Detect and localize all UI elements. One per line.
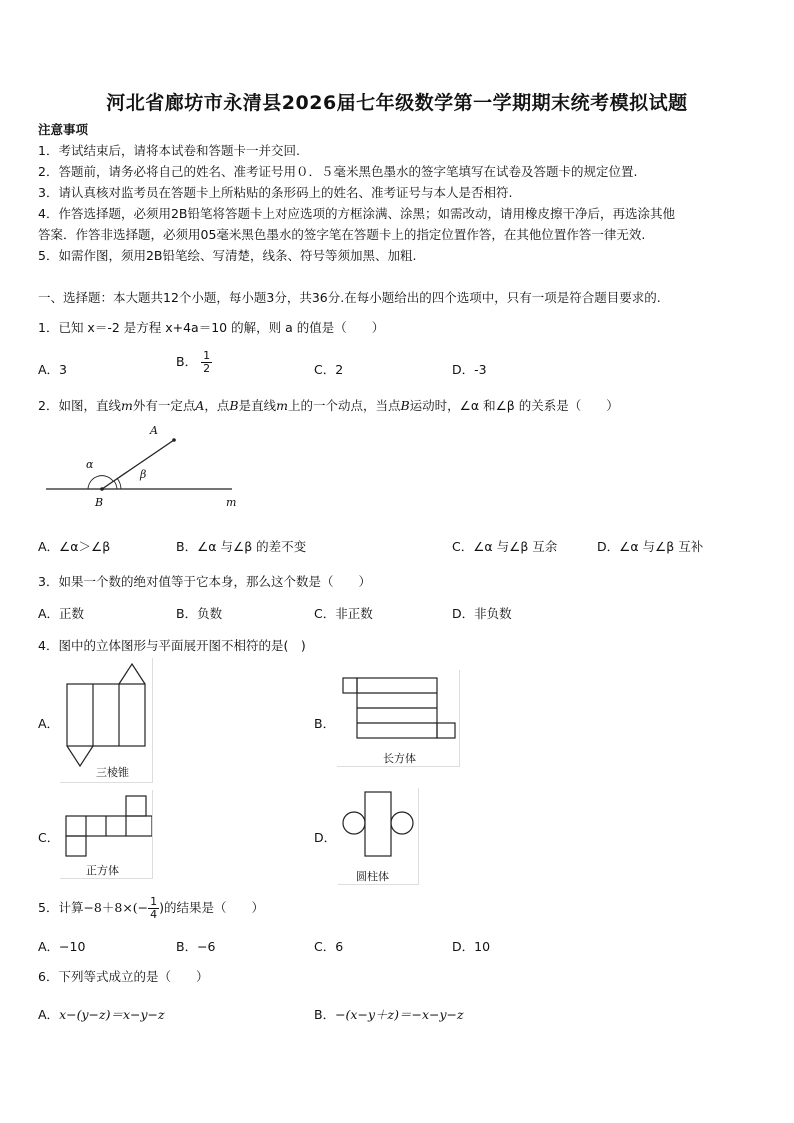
fig-label-beta: β [140, 468, 147, 481]
angle-beta-arc-2 [117, 478, 121, 489]
q2-option-d[interactable]: D．∠α 与∠β 互补 [597, 539, 704, 554]
q6-a-label: A． [38, 1007, 60, 1022]
fig-label-b: B [95, 496, 104, 509]
q4-option-b[interactable]: B． [314, 716, 336, 731]
angle-beta-arc [114, 481, 117, 489]
q4-figure-d [338, 788, 419, 885]
q5-numerator: 1 [150, 895, 158, 908]
q2-stem-part: 2．如图，直线 [38, 398, 121, 413]
q6-b-expression: −(x−y＋z)＝−x−y−z [335, 1007, 464, 1022]
q4-b-caption: 长方体 [383, 752, 416, 765]
q4-option-c[interactable]: C． [38, 830, 60, 845]
notice-item-4-cont: 答案．作答非选择题，必须用05毫米黑色墨水的签字笔在答题卡上的指定位置作答，在其他位置作答一律无效. [38, 227, 646, 242]
q5-expression: −8＋8×(− [83, 900, 149, 915]
point-a [172, 438, 176, 442]
notice-item-5: 5．如需作图，须用2B铅笔绘、写清楚，线条、符号等须加黑、加粗. [38, 248, 417, 263]
notice-item-4: 4．作答选择题，必须用2B铅笔将答题卡上对应选项的方框涂满、涂黑；如需改动，请用橡皮擦干净后，再选涂其他 [38, 206, 675, 221]
q2-option-b[interactable]: B．∠α 与∠β 的差不变 [176, 539, 307, 554]
page-title: 河北省廊坊市永清县2026届七年级数学第一学期期末统考模拟试题 [106, 92, 688, 114]
q2-figure [40, 422, 250, 514]
q2-var-a: A [195, 398, 205, 413]
q1-b-numerator: 1 [203, 349, 211, 362]
fig-label-alpha: α [86, 458, 94, 471]
q6-option-a[interactable] [38, 1005, 165, 1023]
fig-label-m: m [226, 496, 237, 509]
notice-item-3: 3．请认真核对监考员在答题卡上所粘贴的条形码上的姓名、准考证号与本人是否相符. [38, 185, 513, 200]
fig-label-a: A [150, 424, 158, 437]
angle-alpha-arc [88, 476, 113, 489]
q1-option-a[interactable]: A．3 [38, 362, 68, 377]
q5-stem [38, 896, 264, 921]
q6-b-label: B． [314, 1007, 336, 1022]
q1-stem: 1．已知 x＝-2 是方程 x+4a＝10 的解，则 a 的值是（ ） [38, 320, 385, 335]
q4-d-caption: 圆柱体 [356, 870, 389, 883]
q4-figure-a [60, 658, 153, 783]
q2-stem-part: 上的一个动点，当点 [287, 398, 401, 413]
q1-option-b[interactable] [176, 350, 212, 375]
q5-denominator: 4 [150, 908, 158, 921]
q1-option-d[interactable]: D．-3 [452, 362, 487, 377]
q5-option-c[interactable]: C．6 [314, 939, 344, 954]
q4-figure-b [337, 670, 460, 767]
notice-item-2: 2．答题前，请务必将自己的姓名、准考证号用０．５毫米黑色墨水的签字笔填写在试卷及答题卡的规定位置. [38, 164, 638, 179]
q4-c-caption: 正方体 [86, 864, 119, 877]
q5-fraction [148, 896, 159, 921]
q4-figure-c [60, 790, 153, 879]
q2-option-c[interactable]: C．∠α 与∠β 互余 [452, 539, 558, 554]
q3-option-a[interactable]: A．正数 [38, 606, 85, 621]
q4-a-caption: 三棱锥 [96, 766, 129, 779]
q5-stem-part: )的结果是（ ） [159, 900, 265, 915]
q1-option-c[interactable]: C．2 [314, 362, 344, 377]
q2-option-a[interactable]: A．∠α＞∠β [38, 539, 111, 554]
segment-ba [102, 440, 174, 489]
q2-stem-part: ，点 [204, 398, 230, 413]
q2-stem [38, 396, 619, 414]
q2-stem-part: 运动时，∠α 和∠β 的关系是（ ） [409, 398, 619, 413]
notice-item-1: 1．考试结束后，请将本试卷和答题卡一并交回. [38, 143, 300, 158]
q2-var-m: m [120, 398, 133, 413]
q4-stem: 4．图中的立体图形与平面展开图不相符的是( ) [38, 638, 306, 653]
q6-stem: 6．下列等式成立的是（ ） [38, 969, 209, 984]
q5-option-b[interactable]: B．−6 [176, 939, 216, 954]
q2-var-m: m [276, 398, 288, 413]
q1-option-b-label: B． [176, 354, 198, 369]
q5-option-d[interactable]: D．10 [452, 939, 491, 954]
q2-stem-part: 是直线 [238, 398, 277, 413]
q2-stem-part: 外有一定点 [132, 398, 196, 413]
notice-heading: 注意事项 [38, 122, 89, 137]
q6-option-b[interactable] [314, 1005, 464, 1023]
q1-option-b-fraction [201, 350, 212, 375]
q1-b-denominator: 2 [203, 362, 211, 375]
section-heading: 一、选择题：本大题共12个小题，每小题3分，共36分.在每小题给出的四个选项中，只有一项是符合题目要求的. [38, 290, 661, 305]
q2-var-b: B [229, 398, 239, 413]
q4-option-d[interactable]: D． [314, 830, 337, 845]
q4-option-a[interactable]: A． [38, 716, 60, 731]
q3-option-c[interactable]: C．非正数 [314, 606, 373, 621]
q3-stem: 3．如果一个数的绝对值等于它本身，那么这个数是（ ） [38, 574, 371, 589]
q3-option-d[interactable]: D．非负数 [452, 606, 512, 621]
point-b [100, 487, 104, 491]
q6-a-expression: x−(y−z)＝x−y−z [59, 1007, 165, 1022]
q5-stem-part: 5．计算 [38, 900, 84, 915]
q5-option-a[interactable]: A．−10 [38, 939, 86, 954]
q3-option-b[interactable]: B．负数 [176, 606, 223, 621]
q2-var-b: B [400, 398, 410, 413]
